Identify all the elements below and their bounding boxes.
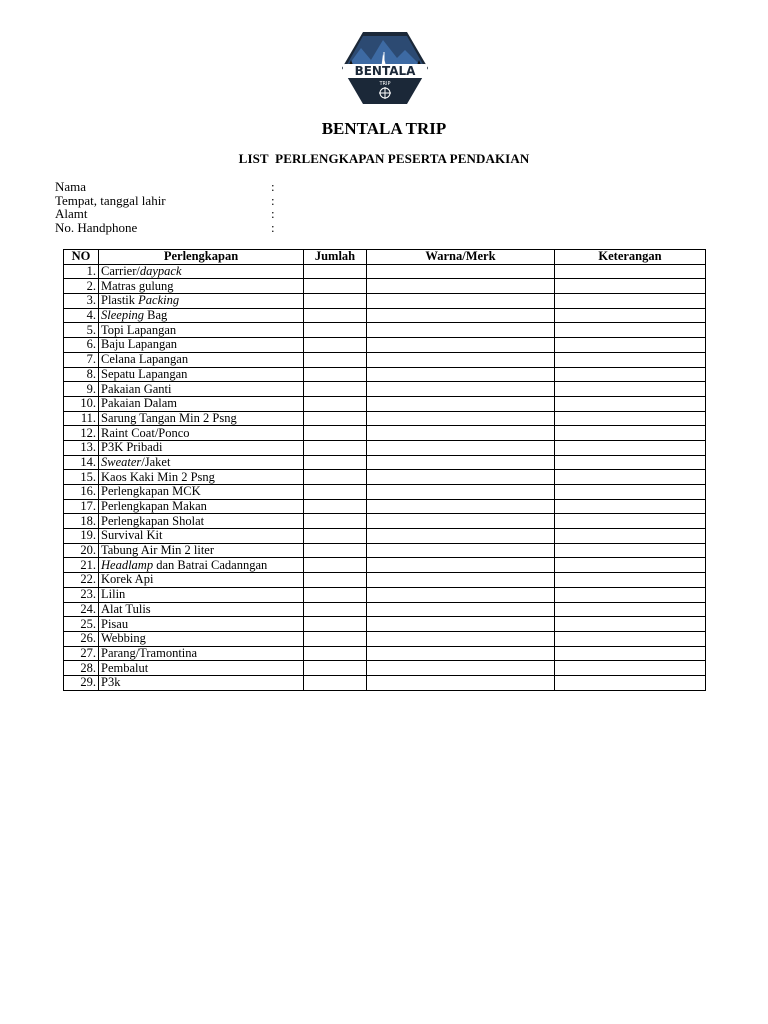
jumlah-cell[interactable] bbox=[304, 543, 367, 558]
row-number: 27. bbox=[64, 646, 99, 661]
row-number: 20. bbox=[64, 543, 99, 558]
item-name bbox=[99, 382, 304, 397]
warna-merk-cell[interactable] bbox=[367, 602, 555, 617]
row-number: 3. bbox=[64, 294, 99, 309]
header-warna-merk: Warna/Merk bbox=[367, 250, 555, 265]
warna-merk-cell[interactable] bbox=[367, 646, 555, 661]
field-row bbox=[55, 192, 275, 208]
jumlah-cell[interactable] bbox=[304, 514, 367, 529]
warna-merk-cell[interactable] bbox=[367, 411, 555, 426]
row-number: 6. bbox=[64, 338, 99, 353]
table-row bbox=[64, 323, 706, 338]
row-number: 22. bbox=[64, 573, 99, 588]
row-number: 18. bbox=[64, 514, 99, 529]
table-row bbox=[64, 411, 706, 426]
jumlah-cell[interactable] bbox=[304, 323, 367, 338]
table-row bbox=[64, 573, 706, 588]
item-text: Lilin bbox=[101, 587, 126, 602]
keterangan-cell[interactable] bbox=[555, 485, 706, 500]
keterangan-cell[interactable] bbox=[555, 308, 706, 323]
item-name bbox=[99, 675, 304, 690]
keterangan-cell[interactable] bbox=[555, 367, 706, 382]
row-number: 29. bbox=[64, 675, 99, 690]
table-row bbox=[64, 514, 706, 529]
row-number: 4. bbox=[64, 308, 99, 323]
item-text: Perlengkapan MCK bbox=[101, 484, 201, 499]
field-colon: : bbox=[271, 192, 275, 208]
item-text: Tabung Air Min 2 liter bbox=[101, 543, 215, 558]
table-row bbox=[64, 470, 706, 485]
warna-merk-cell[interactable] bbox=[367, 352, 555, 367]
item-name bbox=[99, 440, 304, 455]
row-number: 2. bbox=[64, 279, 99, 294]
table-row bbox=[64, 440, 706, 455]
item-text: /Jaket bbox=[141, 454, 171, 469]
item-text: Sleeping bbox=[101, 308, 145, 323]
row-number: 5. bbox=[64, 323, 99, 338]
item-name bbox=[99, 573, 304, 588]
row-number: 17. bbox=[64, 499, 99, 514]
item-text: Survival Kit bbox=[101, 528, 163, 543]
jumlah-cell[interactable] bbox=[304, 279, 367, 294]
item-name bbox=[99, 264, 304, 279]
item-text: daypack bbox=[139, 264, 182, 279]
table-row bbox=[64, 587, 706, 602]
table-row bbox=[64, 294, 706, 309]
item-text: Pembalut bbox=[101, 660, 149, 675]
jumlah-cell[interactable] bbox=[304, 631, 367, 646]
item-name bbox=[99, 396, 304, 411]
warna-merk-cell[interactable] bbox=[367, 470, 555, 485]
table-row bbox=[64, 264, 706, 279]
item-name bbox=[99, 499, 304, 514]
table-row bbox=[64, 279, 706, 294]
field-row bbox=[55, 179, 275, 194]
warna-merk-cell[interactable] bbox=[367, 279, 555, 294]
keterangan-cell[interactable] bbox=[555, 455, 706, 470]
table-row bbox=[64, 646, 706, 661]
keterangan-cell[interactable] bbox=[555, 279, 706, 294]
keterangan-cell[interactable] bbox=[555, 338, 706, 353]
keterangan-cell[interactable] bbox=[555, 323, 706, 338]
jumlah-cell[interactable] bbox=[304, 602, 367, 617]
table-row bbox=[64, 338, 706, 353]
row-number: 25. bbox=[64, 617, 99, 632]
warna-merk-cell[interactable] bbox=[367, 294, 555, 309]
warna-merk-cell[interactable] bbox=[367, 573, 555, 588]
warna-merk-cell[interactable] bbox=[367, 587, 555, 602]
jumlah-cell[interactable] bbox=[304, 294, 367, 309]
table-row bbox=[64, 529, 706, 544]
item-name bbox=[99, 661, 304, 676]
item-text: Pakaian Dalam bbox=[101, 396, 178, 411]
table-row bbox=[64, 675, 706, 690]
keterangan-cell[interactable] bbox=[555, 440, 706, 455]
warna-merk-cell[interactable] bbox=[367, 367, 555, 382]
keterangan-cell[interactable] bbox=[555, 411, 706, 426]
item-text: Pakaian Ganti bbox=[101, 381, 172, 396]
item-name bbox=[99, 602, 304, 617]
row-number: 8. bbox=[64, 367, 99, 382]
warna-merk-cell[interactable] bbox=[367, 661, 555, 676]
item-name bbox=[99, 470, 304, 485]
jumlah-cell[interactable] bbox=[304, 558, 367, 573]
row-number: 11. bbox=[64, 411, 99, 426]
row-number: 15. bbox=[64, 470, 99, 485]
item-text: Celana Lapangan bbox=[101, 352, 189, 367]
bentala-logo bbox=[341, 30, 429, 106]
item-text: P3k bbox=[101, 675, 121, 690]
jumlah-cell[interactable] bbox=[304, 426, 367, 441]
field-colon: : bbox=[271, 206, 275, 222]
field-colon: : bbox=[271, 179, 275, 194]
item-text: Packing bbox=[138, 293, 180, 308]
item-text: Carrier/ bbox=[101, 264, 140, 279]
keterangan-cell[interactable] bbox=[555, 264, 706, 279]
warna-merk-cell[interactable] bbox=[367, 396, 555, 411]
keterangan-cell[interactable] bbox=[555, 617, 706, 632]
warna-merk-cell[interactable] bbox=[367, 529, 555, 544]
row-number: 24. bbox=[64, 602, 99, 617]
row-number: 1. bbox=[64, 264, 99, 279]
table-row bbox=[64, 661, 706, 676]
warna-merk-cell[interactable] bbox=[367, 323, 555, 338]
item-text: Plastik bbox=[101, 293, 139, 308]
jumlah-cell[interactable] bbox=[304, 485, 367, 500]
jumlah-cell[interactable] bbox=[304, 411, 367, 426]
jumlah-cell[interactable] bbox=[304, 308, 367, 323]
warna-merk-cell[interactable] bbox=[367, 426, 555, 441]
item-name bbox=[99, 587, 304, 602]
warna-merk-cell[interactable] bbox=[367, 455, 555, 470]
keterangan-cell[interactable] bbox=[555, 661, 706, 676]
keterangan-cell[interactable] bbox=[555, 631, 706, 646]
item-text: P3K Pribadi bbox=[101, 440, 163, 455]
jumlah-cell[interactable] bbox=[304, 440, 367, 455]
item-text: Korek Api bbox=[101, 572, 154, 587]
item-text: Kaos Kaki Min 2 Psng bbox=[101, 469, 215, 484]
keterangan-cell[interactable] bbox=[555, 587, 706, 602]
keterangan-cell[interactable] bbox=[555, 352, 706, 367]
item-name bbox=[99, 323, 304, 338]
field-label: Alamt bbox=[55, 206, 88, 222]
item-text: Perlengkapan Sholat bbox=[101, 513, 205, 528]
keterangan-cell[interactable] bbox=[555, 602, 706, 617]
item-text: Sarung Tangan Min 2 Psng bbox=[101, 410, 237, 425]
item-name bbox=[99, 279, 304, 294]
warna-merk-cell[interactable] bbox=[367, 631, 555, 646]
logo-subtext: TRIP bbox=[379, 81, 391, 87]
jumlah-cell[interactable] bbox=[304, 661, 367, 676]
item-name bbox=[99, 426, 304, 441]
field-row bbox=[55, 220, 275, 236]
header-keterangan: Keterangan bbox=[555, 250, 706, 265]
jumlah-cell[interactable] bbox=[304, 529, 367, 544]
keterangan-cell[interactable] bbox=[555, 396, 706, 411]
row-number: 21. bbox=[64, 558, 99, 573]
table-header-row bbox=[64, 250, 706, 265]
item-text: Matras gulung bbox=[101, 278, 174, 293]
keterangan-cell[interactable] bbox=[555, 294, 706, 309]
item-name bbox=[99, 485, 304, 500]
jumlah-cell[interactable] bbox=[304, 396, 367, 411]
jumlah-cell[interactable] bbox=[304, 470, 367, 485]
row-number: 28. bbox=[64, 661, 99, 676]
table-row bbox=[64, 367, 706, 382]
item-name bbox=[99, 308, 304, 323]
warna-merk-cell[interactable] bbox=[367, 543, 555, 558]
item-text: Raint Coat/Ponco bbox=[101, 425, 190, 440]
table-row bbox=[64, 426, 706, 441]
item-name bbox=[99, 352, 304, 367]
keterangan-cell[interactable] bbox=[555, 675, 706, 690]
header-no: NO bbox=[64, 250, 99, 265]
keterangan-cell[interactable] bbox=[555, 499, 706, 514]
keterangan-cell[interactable] bbox=[555, 646, 706, 661]
table-row bbox=[64, 455, 706, 470]
jumlah-cell[interactable] bbox=[304, 499, 367, 514]
field-row bbox=[55, 206, 275, 222]
jumlah-cell[interactable] bbox=[304, 264, 367, 279]
jumlah-cell[interactable] bbox=[304, 587, 367, 602]
item-name bbox=[99, 294, 304, 309]
item-name bbox=[99, 367, 304, 382]
keterangan-cell[interactable] bbox=[555, 426, 706, 441]
jumlah-cell[interactable] bbox=[304, 338, 367, 353]
keterangan-cell[interactable] bbox=[555, 514, 706, 529]
item-name bbox=[99, 338, 304, 353]
row-number: 9. bbox=[64, 382, 99, 397]
jumlah-cell[interactable] bbox=[304, 352, 367, 367]
warna-merk-cell[interactable] bbox=[367, 617, 555, 632]
item-name bbox=[99, 646, 304, 661]
logo-text: BENTALA bbox=[354, 64, 416, 78]
item-text: Sweater bbox=[101, 454, 142, 469]
row-number: 13. bbox=[64, 440, 99, 455]
row-number: 26. bbox=[64, 631, 99, 646]
warna-merk-cell[interactable] bbox=[367, 264, 555, 279]
participant-fields bbox=[55, 179, 275, 236]
item-text: Parang/Tramontina bbox=[101, 645, 198, 660]
row-number: 14. bbox=[64, 455, 99, 470]
item-name bbox=[99, 514, 304, 529]
item-name bbox=[99, 543, 304, 558]
keterangan-cell[interactable] bbox=[555, 529, 706, 544]
table-row bbox=[64, 558, 706, 573]
item-text: dan Batrai Cadanngan bbox=[153, 557, 268, 572]
table-row bbox=[64, 382, 706, 397]
warna-merk-cell[interactable] bbox=[367, 308, 555, 323]
item-name bbox=[99, 558, 304, 573]
jumlah-cell[interactable] bbox=[304, 367, 367, 382]
item-name bbox=[99, 455, 304, 470]
header-jumlah: Jumlah bbox=[304, 250, 367, 265]
equipment-table bbox=[63, 249, 706, 691]
keterangan-cell[interactable] bbox=[555, 382, 706, 397]
item-text: Pisau bbox=[101, 616, 129, 631]
jumlah-cell[interactable] bbox=[304, 455, 367, 470]
table-row bbox=[64, 631, 706, 646]
warna-merk-cell[interactable] bbox=[367, 485, 555, 500]
field-label: No. Handphone bbox=[55, 220, 138, 236]
warna-merk-cell[interactable] bbox=[367, 382, 555, 397]
jumlah-cell[interactable] bbox=[304, 646, 367, 661]
warna-merk-cell[interactable] bbox=[367, 558, 555, 573]
jumlah-cell[interactable] bbox=[304, 382, 367, 397]
jumlah-cell[interactable] bbox=[304, 617, 367, 632]
warna-merk-cell[interactable] bbox=[367, 675, 555, 690]
item-text: Alat Tulis bbox=[101, 601, 151, 616]
table-row bbox=[64, 308, 706, 323]
item-text: Sepatu Lapangan bbox=[101, 366, 188, 381]
keterangan-cell[interactable] bbox=[555, 573, 706, 588]
warna-merk-cell[interactable] bbox=[367, 440, 555, 455]
table-row bbox=[64, 602, 706, 617]
row-number: 19. bbox=[64, 529, 99, 544]
field-label: Tempat, tanggal lahir bbox=[55, 192, 166, 208]
warna-merk-cell[interactable] bbox=[367, 499, 555, 514]
item-text: Topi Lapangan bbox=[101, 322, 177, 337]
row-number: 23. bbox=[64, 587, 99, 602]
item-name bbox=[99, 631, 304, 646]
row-number: 10. bbox=[64, 396, 99, 411]
table-row bbox=[64, 543, 706, 558]
page-subtitle: LIST PERLENGKAPAN PESERTA PENDAKIAN bbox=[238, 151, 530, 166]
item-name bbox=[99, 529, 304, 544]
table-row bbox=[64, 352, 706, 367]
jumlah-cell[interactable] bbox=[304, 675, 367, 690]
page-title: BENTALA TRIP bbox=[321, 119, 447, 138]
row-number: 12. bbox=[64, 426, 99, 441]
field-colon: : bbox=[271, 220, 275, 236]
keterangan-cell[interactable] bbox=[555, 470, 706, 485]
table-row bbox=[64, 396, 706, 411]
keterangan-cell[interactable] bbox=[555, 543, 706, 558]
item-name bbox=[99, 617, 304, 632]
keterangan-cell[interactable] bbox=[555, 558, 706, 573]
table-row bbox=[64, 617, 706, 632]
row-number: 16. bbox=[64, 485, 99, 500]
table-row bbox=[64, 485, 706, 500]
warna-merk-cell[interactable] bbox=[367, 338, 555, 353]
header-perlengkapan: Perlengkapan bbox=[99, 250, 304, 265]
field-label: Nama bbox=[55, 179, 87, 194]
item-name bbox=[99, 411, 304, 426]
table-row bbox=[64, 499, 706, 514]
item-text: Bag bbox=[144, 308, 168, 323]
jumlah-cell[interactable] bbox=[304, 573, 367, 588]
item-text: Webbing bbox=[101, 631, 146, 646]
item-text: Perlengkapan Makan bbox=[101, 499, 207, 514]
warna-merk-cell[interactable] bbox=[367, 514, 555, 529]
item-text: Baju Lapangan bbox=[101, 337, 178, 352]
row-number: 7. bbox=[64, 352, 99, 367]
item-text: Headlamp bbox=[101, 557, 154, 572]
